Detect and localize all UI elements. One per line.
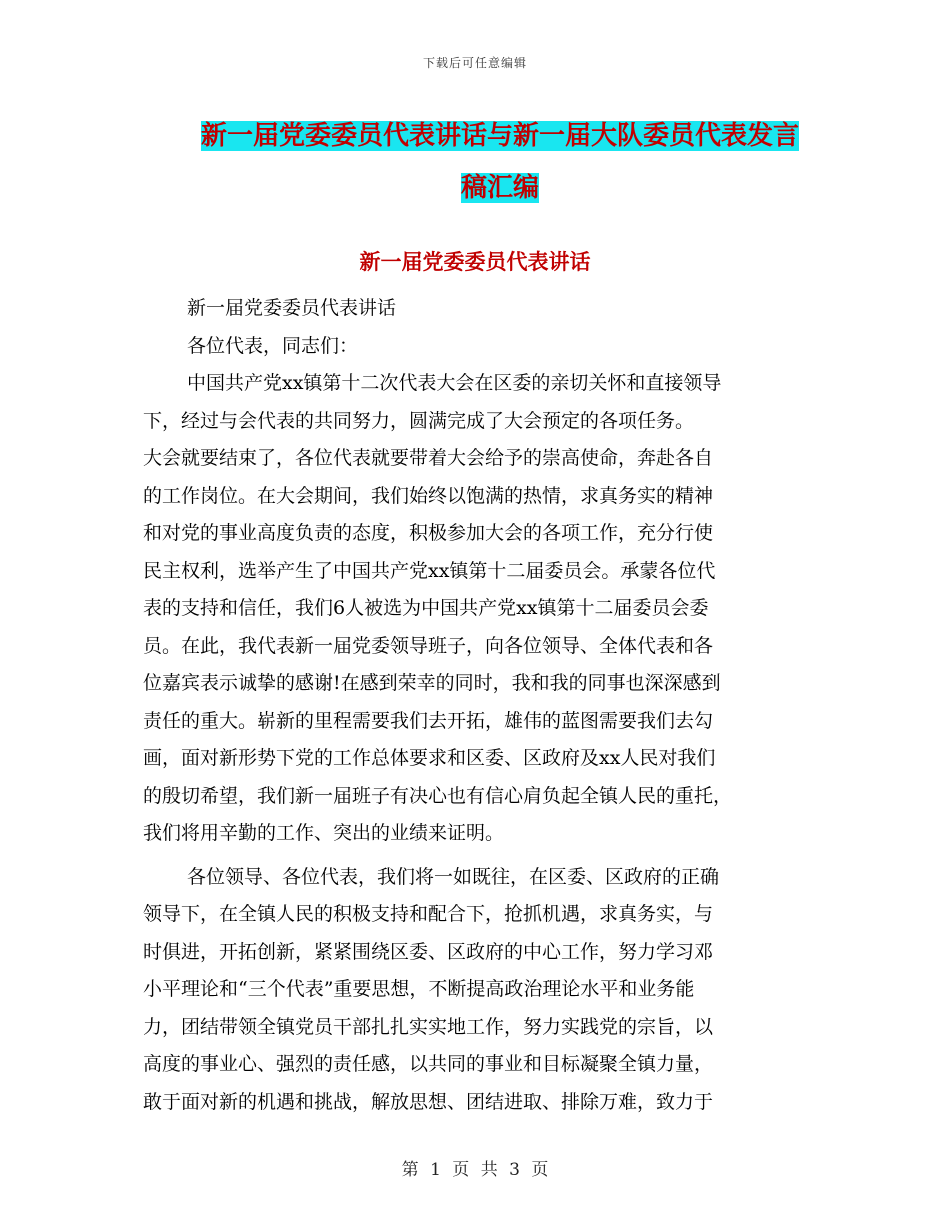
body-line: 各位领导、各位代表，我们将一如既往，在区委、区政府的正确 <box>187 865 720 888</box>
document-title <box>140 110 860 214</box>
body-line: 画，面对新形势下党的工作总体要求和区委、区政府及xx人民对我们 <box>143 747 716 769</box>
body-line: 中国共产党xx镇第十二次代表大会在区委的亲切关怀和直接领导 <box>187 372 722 394</box>
body-line: 员。在此，我代表新一届党委领导班子，向各位领导、全体代表和各 <box>143 634 714 657</box>
body-line: 责任的重大。崭新的里程需要我们去开拓，雄伟的蓝图需要我们去勾 <box>143 709 714 732</box>
body-line: 力，团结带领全镇党员干部扎扎实实地工作，努力实践党的宗旨，以 <box>143 1015 714 1038</box>
body-line: 位嘉宾表示诚挚的感谢!在感到荣幸的同时，我和我的同事也深深感到 <box>143 672 721 694</box>
body-line: 敢于面对新的机遇和挑战，解放思想、团结进取、排除万难，致力于 <box>143 1090 714 1113</box>
body-line: 下，经过与会代表的共同努力，圆满完成了大会预定的各项任务。 <box>143 409 695 432</box>
body-line: 各位代表，同志们： <box>187 334 359 357</box>
body-line: 的殷切希望，我们新一届班子有决心也有信心肩负起全镇人民的重托， <box>143 784 733 807</box>
body-line: 表的支持和信任，我们6人被选为中国共产党xx镇第十二届委员会委 <box>143 597 709 619</box>
body-line: 我们将用辛勤的工作、突出的业绩来证明。 <box>143 822 505 844</box>
body-line: 大会就要结束了，各位代表就要带着大会给予的崇高使命，奔赴各自 <box>143 447 714 469</box>
page-number: 第 1 页 共 3 页 <box>401 1160 549 1180</box>
section-title: 新一届党委委员代表讲话 <box>359 250 591 274</box>
document-title-line-2: 稿汇编 <box>460 173 539 203</box>
document-title-line-1: 新一届党委委员代表讲话与新一届大队委员代表发言 <box>200 121 799 151</box>
document-body <box>143 290 813 1121</box>
body-line: 民主权利，选举产生了中国共产党xx镇第十二届委员会。承蒙各位代 <box>143 559 716 582</box>
body-line: 小平理论和“三个代表”重要思想，不断提高政治理论水平和业务能 <box>143 978 695 1000</box>
body-line: 和对党的事业高度负责的态度，积极参加大会的各项工作，充分行使 <box>143 522 714 544</box>
body-line: 新一届党委委员代表讲话 <box>187 297 397 319</box>
body-line: 时俱进，开拓创新，紧紧围绕区委、区政府的中心工作，努力学习邓 <box>143 940 714 963</box>
body-line: 的工作岗位。在大会期间，我们始终以饱满的热情，求真务实的精神 <box>143 484 714 507</box>
body-line: 领导下，在全镇人民的积极支持和配合下，抢抓机遇，求真务实，与 <box>143 903 714 925</box>
body-line: 高度的事业心、强烈的责任感，以共同的事业和目标凝聚全镇力量， <box>143 1053 714 1075</box>
page-header-note: 下载后可任意编辑 <box>422 56 527 70</box>
